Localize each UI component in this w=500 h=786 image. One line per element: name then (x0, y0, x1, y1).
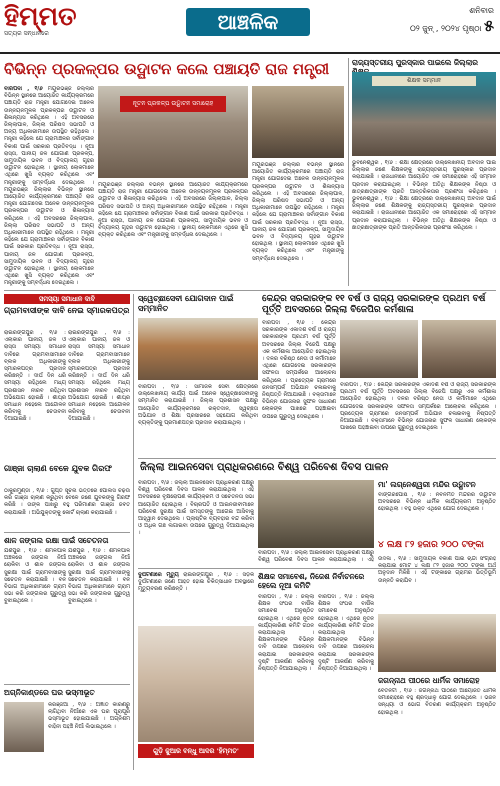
page-label: ପୃଷ୍ଠା (462, 24, 482, 33)
sal-forest-body-col2: ଯଶିପୁର , ୧/୬ : ଶିମିଳିପାଳ ଅଞ୍ଚଳରେ ଜଙ୍ଗଲ ନିଆଁ ରୋକିବା ଓ ଶାଳ ଜଙ୍ଗଲ ସୁରକ୍ଷା ପାଇଁ ଗ୍ରାମବାସୀଙ୍କୁ ସଚେତନ କରାଯାଇଛି । ବନ ବିଭାଗ ଅଧିକାରୀମାନେ ଗ୍ରାମ ସଭା କରି ଜଙ୍ଗଲର ଗୁରୁତ୍ୱ ବୁଝାଇଥିଲେ । (68, 548, 130, 605)
center-mid-photo (138, 318, 258, 380)
weekday: ଶନିବାର (469, 6, 494, 15)
amount-body: ଉଦଳା , ୧/୬ : ସାମୁଦାୟିକ ବିକାଶ ପାଇଁ ଚାନ୍ଦା ସଂଗ୍ରହ କରାଯାଇ ମୋଟ ୪ ଲକ୍ଷ ୮୨ ହଜାର ୨୦୦ ଟଙ୍କା ଅର୍ଥ ଅନୁଦାନ ମିଳିଛି । ଏହି ଟଙ୍କାରେ ଗ୍ରାମର ଭିତ୍ତିଭୂମି ଉନ୍ନତି କରାଯିବ । (378, 556, 496, 584)
top-right-headline[interactable]: ରାଜ୍ୟସ୍ତରୀୟ ପୁରସ୍କାର ପାଇଲେ ଜିଲ୍ଲାର (352, 58, 478, 67)
lead-body-col1 (4, 86, 94, 286)
lead-body-col3: ମୟୂରଭଞ୍ଜ ଜିଲ୍ଲାର ବିଭିନ୍ନ ସ୍ଥାନରେ ଆୟୋଜିତ କାର୍ଯ୍ୟକ୍ରମରେ ପଞ୍ଚାୟତି ରାଜ ମନ୍ତ୍ରୀ ଯୋଗଦେଇ ଅନେକ ଉନ୍ନୟନମୂଳକ ପ୍ରକଳ୍ପର ଉଦ୍ଘାଟନ ଓ ଶିଳାନ୍ୟାସ କରିଥିଲେ । ଏହି ଅବସରରେ ଜିଲ୍ଲାପାଳ, ଜିଲ୍ଲା ପରିଷଦ ସଭାପତି ଓ ଅନ୍ୟ ଅଧିକାରୀମାନେ ଉପସ୍ଥିତ ରହିଥିଲେ । ମନ୍ତ୍ରୀ କହିଲେ ଯେ ଗ୍ରାମାଞ୍ଚଳର ସର୍ବାଙ୍ଗୀନ ବିକାଶ ପାଇଁ ସରକାର ପ୍ରତିବଦ୍ଧ । ନୂଆ ରାସ୍ତା, ପାନୀୟ ଜଳ ଯୋଗାଣ ପ୍ରକଳ୍ପ, ସାମୁଦାୟିକ ଭବନ ଓ ବିଦ୍ୟାଳୟ ଗୃହର ଉଦ୍ଘାଟନ ହୋଇଥିଲା । ସ୍ଥାନୀୟ ଲୋକମାନେ ଏଥିରେ ଖୁସି ବ୍ୟକ୍ତ କରିଥିଲେ ଏବଂ ମନ୍ତ୍ରୀଙ୍କୁ ସମ୍ବର୍ଦ୍ଧନା ଦେଇଥିଲେ । (252, 162, 344, 262)
portrait-photo (4, 702, 44, 752)
env-day-photo (258, 480, 374, 548)
lead-photo-2 (252, 86, 344, 158)
amount-headline[interactable]: ୪ ଲକ୍ଷ ୮୨ ହଜାର ୨୦୦ ଟଙ୍କା (378, 540, 484, 550)
jagannath-headline[interactable]: ଜଗନ୍ନାଥ ପୀଠରେ ଧାର୍ମିକ ସମାରୋହ (378, 676, 480, 685)
ad-caption[interactable]: ଗୁଡ଼ି ଜୁଆର ବନ୍ଧୁ ଆଦର 'ହିମ୍ମତ' (138, 744, 254, 758)
section-rule-2 (138, 458, 496, 459)
top-right-photo (352, 72, 496, 156)
bjp-photo-1 (340, 320, 418, 378)
fire-body: କରଞ୍ଜିଆ , ୧/୬ : ଅଜ୍ଞାତ କାରଣରୁ ଲାଗିଥିବା ନିଆଁରେ ଏକ ଘର ପୂରାପୂରି ଭସ୍ମୀଭୂତ ହୋଇଯାଇଛି । ଅଗ୍ନିଶମ ବାହିନୀ ପହଞ୍ଚି ନିଆଁ ଲିଭାଇଥିଲେ । (48, 702, 130, 730)
section-rule (4, 290, 496, 291)
left-rule (4, 532, 130, 533)
lead-photo-banner: ନୂତନ ପ୍ରକଳ୍ପ ଉଦ୍ଘାଟନ ସମାରୋହ (120, 96, 226, 112)
center-mid-body: ବାରିପଦା , ୧/୬ : ସାମାଜିକ ସେବା କ୍ଷେତ୍ରରେ ଉଲ୍ଲେଖନୀୟ କାର୍ଯ୍ୟ ପାଇଁ ଅନେକ ସ୍ୱେଚ୍ଛାସେବୀଙ୍କୁ ସମ୍ମାନିତ କରାଯାଇଛି । ଜିଲ୍ଲା ପ୍ରଶାସନ ପକ୍ଷରୁ ଆୟୋଜିତ କାର୍ଯ୍ୟକ୍ରମରେ ରକ୍ତଦାନ, ସ୍ୱଚ୍ଛତା ଅଭିଯାନ ଓ ଶିକ୍ଷା ପ୍ରସାରରେ ସହଯୋଗ କରିଥିବା ବ୍ୟକ୍ତିଙ୍କୁ ପ୍ରମାଣପତ୍ର ପ୍ରଦାନ କରାଯାଇଥିଲା । (138, 384, 258, 427)
obit2-text: ରାଇରଙ୍ଗପୁର , ୧/୬ : ସଡ଼କ ଦୁର୍ଘଟଣାରେ ଜଣେ ଆହତ ହୋଇ ଚିକିତ୍ସାଧୀନ ଅବସ୍ଥାରେ ମୃତ୍ୟୁବରଣ କରିଛନ୍ତି । (138, 572, 254, 593)
top-right-text: ଭୁବନେଶ୍ୱର , ୧/୬ : ଶିକ୍ଷା କ୍ଷେତ୍ରରେ ଉଲ୍ଲେଖନୀୟ ଅବଦାନ ପାଇଁ ଜିଲ୍ଲାର ଜଣେ ଶିକ୍ଷକଙ୍କୁ ରାଜ୍ୟସ୍ତରୀୟ ପୁରସ୍କାର ପ୍ରଦାନ କରାଯାଇଛି । ରାଜଧାନୀରେ ଆୟୋଜିତ ଏକ ସମାରୋହରେ ଏହି ସମ୍ମାନ ପ୍ରଦାନ କରାଯାଇଥିଲା । ବିଭିନ୍ନ ଅତିଥି ଶିକ୍ଷକଙ୍କ ନିଷ୍ଠା ଓ ଛାତ୍ରଛାତ୍ରୀଙ୍କ ପ୍ରତି ଆନ୍ତରିକତାର ପ୍ରଶଂସା କରିଥିଲେ । (352, 160, 496, 195)
bjp-body-col2: ବାରିପଦା , ୧/୬ : କେନ୍ଦ୍ର ସରକାରଙ୍କ ଏକାଦଶ ବର୍ଷ ଓ ରାଜ୍ୟ ସରକାରଙ୍କ ପ୍ରଥମ ବର୍ଷ ପୂର୍ତ୍ତି ଅବସରରେ ଜିଲ୍ଲା ବିଜେପି ପକ୍ଷରୁ ଏକ କର୍ମଶାଳା ଆୟୋଜିତ ହୋଇଥିଲା । ଦଳର ବରିଷ୍ଠ ନେତା ଓ କର୍ମୀମାନେ ଏଥିରେ ଯୋଗଦେଇ ସରକାରଙ୍କ ସଫଳତା ସମ୍ପର୍କରେ ଆଲୋଚନା କରିଥିଲେ । ପ୍ରତ୍ୟେକ ଗ୍ରାମରେ ଜନସମ୍ପର୍କ ଅଭିଯାନ ଚଳାଇବାକୁ ନିଷ୍ପତ୍ତି ନିଆଯାଇଛି । ବକ୍ତାମାନେ ବିଭିନ୍ନ ଯୋଜନାର ସୁଫଳ ସାଧାରଣ ଲୋକଙ୍କ ପାଖରେ ପହଞ୍ଚାଇବା ଉପରେ ଗୁରୁତ୍ୱ ଦେଇଥିଲେ । (340, 382, 496, 432)
left-rule-2 (4, 684, 130, 685)
lead-dateline: ବାରିପଦା , ୧/୬ (4, 86, 43, 92)
masthead (0, 0, 500, 52)
lead-body-cont: ମୟୂରଭଞ୍ଜ ଜିଲ୍ଲାର ବିଭିନ୍ନ ସ୍ଥାନରେ ଆୟୋଜିତ କାର୍ଯ୍ୟକ୍ରମରେ ପଞ୍ଚାୟତି ରାଜ ମନ୍ତ୍ରୀ ଯୋଗଦେଇ ଅନେକ ଉନ୍ନୟନମୂଳକ ପ୍ରକଳ୍ପର ଉଦ୍ଘାଟନ ଓ ଶିଳାନ୍ୟାସ କରିଥିଲେ । ଏହି ଅବସରରେ ଜିଲ୍ଲାପାଳ, ଜିଲ୍ଲା ପରିଷଦ ସଭାପତି ଓ ଅନ୍ୟ ଅଧିକାରୀମାନେ ଉପସ୍ଥିତ ରହିଥିଲେ । ମନ୍ତ୍ରୀ କହିଲେ ଯେ ଗ୍ରାମାଞ୍ଚଳର ସର୍ବାଙ୍ଗୀନ ବିକାଶ ପାଇଁ ସରକାର ପ୍ରତିବଦ୍ଧ । ନୂଆ ରାସ୍ତା, ପାନୀୟ ଜଳ ଯୋଗାଣ ପ୍ରକଳ୍ପ, ସାମୁଦାୟିକ ଭବନ ଓ ବିଦ୍ୟାଳୟ ଗୃହର ଉଦ୍ଘାଟନ ହୋଇଥିଲା । ସ୍ଥାନୀୟ ଲୋକମାନେ ଏଥିରେ ଖୁସି ବ୍ୟକ୍ତ କରିଥିଲେ ଏବଂ ମନ୍ତ୍ରୀଙ୍କୁ ସମ୍ବର୍ଦ୍ଧନା ଦେଇଥିଲେ । (4, 186, 94, 286)
left-mid-body-col1: ରାଇରଙ୍ଗପୁର , ୧/୬ : ଏଲାକାର ପାନୀୟ ଜଳ ଓ ରାସ୍ତା ସମସ୍ୟା ସମାଧାନ ଦାବିରେ ଗ୍ରାମବାସୀମାନେ ବ୍ଲକ ଅଧିକାରୀଙ୍କୁ ସ୍ମାରକପତ୍ର ପ୍ରଦାନ କରିଛନ୍ତି । ଦୀର୍ଘ ଦିନ ଧରି ସମସ୍ୟା ରହିଥିଲେ ମଧ୍ୟ ପ୍ରଶାସନ ନୀରବ ରହିଥିବା ଅଭିଯୋଗ ହୋଇଛି । ଶୀଘ୍ର ସମାଧାନ ନହେଲେ ଆନ୍ଦୋଳନ କରିବାକୁ ଚେତାବନୀ ଦିଆଯାଇଛି । (4, 330, 66, 423)
left-mid-headline[interactable]: ଗ୍ରାମବାସୀଙ୍କ ଦାବି ନେଇ ସ୍ମାରକପତ୍ର (4, 306, 130, 315)
lead-headline[interactable]: ବିଭିନ୍ନ ପ୍ରକଳ୍ପର ଉଦ୍ଘାଟନ କଲେ ପଞ୍ଚାୟତି ରାଜ ମନ୍ତ୍ରୀ (4, 60, 330, 78)
masthead-rule (0, 52, 500, 54)
page-number: ୫ (484, 16, 494, 35)
obit2-headline: ଦୁର୍ଘଟଣାରେ ମୃତ୍ୟୁ (138, 572, 179, 578)
section-title: ଆଞ୍ଚଳିକ (186, 8, 310, 36)
teacher-body-col2: ବାରିପଦା , ୧/୬ : ଜିଲ୍ଲା ଶିକ୍ଷକ ସଂଘର ବାର୍ଷିକ ସମାବେଶ ଅନୁଷ୍ଠିତ ହୋଇଥିଲା । ଏଥିରେ ନୂତନ କାର୍ଯ୍ୟକାରିଣୀ କମିଟି ଗଠନ କରାଯାଇଥିଲା । ଶିକ୍ଷକମାନଙ୍କ ବିଭିନ୍ନ ଦାବି ଉପରେ ଆଲୋଚନା କରାଯାଇ ସରକାରଙ୍କ ଦୃଷ୍ଟି ଆକର୍ଷଣ କରିବାକୁ ନିଷ୍ପତ୍ତି ନିଆଯାଇଥିଲା । (318, 594, 374, 673)
top-right-text-cont: ଭୁବନେଶ୍ୱର , ୧/୬ : ଶିକ୍ଷା କ୍ଷେତ୍ରରେ ଉଲ୍ଲେଖନୀୟ ଅବଦାନ ପାଇଁ ଜିଲ୍ଲାର ଜଣେ ଶିକ୍ଷକଙ୍କୁ ରାଜ୍ୟସ୍ତରୀୟ ପୁରସ୍କାର ପ୍ରଦାନ କରାଯାଇଛି । ରାଜଧାନୀରେ ଆୟୋଜିତ ଏକ ସମାରୋହରେ ଏହି ସମ୍ମାନ ପ୍ରଦାନ କରାଯାଇଥିଲା । ବିଭିନ୍ନ ଅତିଥି ଶିକ୍ଷକଙ୍କ ନିଷ୍ଠା ଓ ଛାତ୍ରଛାତ୍ରୀଙ୍କ ପ୍ରତି ଆନ୍ତରିକତାର ପ୍ରଶଂସା କରିଥିଲେ । (352, 196, 496, 231)
bjp-headline[interactable]: କେନ୍ଦ୍ର ସରକାରଙ୍କ ୧୧ ବର୍ଷ ଓ ରାଜ୍ୟ ସରକାରଙ୍କ ପ୍ରଥମ ବର୍ଷ ପୂର୍ତ୍ତି ଅବସରରେ ଜିଲ୍ଲା ବିଜେପିର କର୍ମଶାଳା (262, 294, 486, 315)
temple-body: ବାଙ୍ଗିରିପୋଷି , ୧/୬ : ନବନିର୍ମିତ ମନ୍ଦିରର ଉଦ୍ଘାଟନ ଅବସରରେ ବିଭିନ୍ନ ଧାର୍ମିକ କାର୍ଯ୍ୟକ୍ରମ ଅନୁଷ୍ଠିତ ହୋଇଥିଲା । ବହୁ ଭକ୍ତ ଏଥିରେ ଯୋଗ ଦେଇଥିଲେ । (378, 492, 496, 513)
env-day-body-col2: ବାରିପଦା , ୧/୬ : ଜିଲ୍ଲା ଆଇନସେବା ପ୍ରାଧିକରଣ ପକ୍ଷରୁ ବିଶ୍ୱ ପରିବେଶ ଦିବସ ପାଳନ କରାଯାଇଥିଲା । ଏହି (258, 550, 374, 564)
ad-photo (138, 626, 254, 742)
top-right-body (352, 160, 496, 286)
lead-photo (98, 86, 248, 178)
date-line (398, 16, 494, 36)
bottom-right-photo (378, 614, 496, 672)
lead-body: ମୟୂରଭଞ୍ଜ ଜିଲ୍ଲାର ବିଭିନ୍ନ ସ୍ଥାନରେ ଆୟୋଜିତ କାର୍ଯ୍ୟକ୍ରମରେ ପଞ୍ଚାୟତି ରାଜ ମନ୍ତ୍ରୀ ଯୋଗଦେଇ ଅନେକ ଉନ୍ନୟନମୂଳକ ପ୍ରକଳ୍ପର ଉଦ୍ଘାଟନ ଓ ଶିଳାନ୍ୟାସ କରିଥିଲେ । ଏହି ଅବସରରେ ଜିଲ୍ଲାପାଳ, ଜିଲ୍ଲା ପରିଷଦ ସଭାପତି ଓ ଅନ୍ୟ ଅଧିକାରୀମାନେ ଉପସ୍ଥିତ ରହିଥିଲେ । ମନ୍ତ୍ରୀ କହିଲେ ଯେ ଗ୍ରାମାଞ୍ଚଳର ସର୍ବାଙ୍ଗୀନ ବିକାଶ ପାଇଁ ସରକାର ପ୍ରତିବଦ୍ଧ । ନୂଆ ରାସ୍ତା, ପାନୀୟ ଜଳ ଯୋଗାଣ ପ୍ରକଳ୍ପ, ସାମୁଦାୟିକ ଭବନ ଓ ବିଦ୍ୟାଳୟ ଗୃହର ଉଦ୍ଘାଟନ ହୋଇଥିଲା । ସ୍ଥାନୀୟ ଲୋକମାନେ ଏଥିରେ ଖୁସି ବ୍ୟକ୍ତ କରିଥିଲେ ଏବଂ ମନ୍ତ୍ରୀଙ୍କୁ ସମ୍ବର୍ଦ୍ଧନା ଦେଇଥିଲେ । (4, 86, 94, 186)
bjp-body-col1: ବାରିପଦା , ୧/୬ : କେନ୍ଦ୍ର ସରକାରଙ୍କ ଏକାଦଶ ବର୍ଷ ଓ ରାଜ୍ୟ ସରକାରଙ୍କ ପ୍ରଥମ ବର୍ଷ ପୂର୍ତ୍ତି ଅବସରରେ ଜିଲ୍ଲା ବିଜେପି ପକ୍ଷରୁ ଏକ କର୍ମଶାଳା ଆୟୋଜିତ ହୋଇଥିଲା । ଦଳର ବରିଷ୍ଠ ନେତା ଓ କର୍ମୀମାନେ ଏଥିରେ ଯୋଗଦେଇ ସରକାରଙ୍କ ସଫଳତା ସମ୍ପର୍କରେ ଆଲୋଚନା କରିଥିଲେ । ପ୍ରତ୍ୟେକ ଗ୍ରାମରେ ଜନସମ୍ପର୍କ ଅଭିଯାନ ଚଳାଇବାକୁ ନିଷ୍ପତ୍ତି ନିଆଯାଇଛି । ବକ୍ତାମାନେ ବିଭିନ୍ନ ଯୋଜନାର ସୁଫଳ ସାଧାରଣ ଲୋକଙ୍କ ପାଖରେ ପହଞ୍ଚାଇବା ଉପରେ ଗୁରୁତ୍ୱ ଦେଇଥିଲେ । (262, 320, 336, 420)
teacher-headline[interactable]: ଶିକ୍ଷକ ସମାବେଶ, ନିଜେଶ ନିର୍ବାଚନରେ ହେଲେ ନୂଆ କମିଟି (258, 572, 365, 590)
obit2-body (138, 572, 254, 622)
left-mid-body-col2: ରାଇରଙ୍ଗପୁର , ୧/୬ : ଏଲାକାର ପାନୀୟ ଜଳ ଓ ରାସ୍ତା ସମସ୍ୟା ସମାଧାନ ଦାବିରେ ଗ୍ରାମବାସୀମାନେ ବ୍ଲକ ଅଧିକାରୀଙ୍କୁ ସ୍ମାରକପତ୍ର ପ୍ରଦାନ କରିଛନ୍ତି । ଦୀର୍ଘ ଦିନ ଧରି ସମସ୍ୟା ରହିଥିଲେ ମଧ୍ୟ ପ୍ରଶାସନ ନୀରବ ରହିଥିବା ଅଭିଯୋଗ ହୋଇଛି । ଶୀଘ୍ର ସମାଧାନ ନହେଲେ ଆନ୍ଦୋଳନ କରିବାକୁ ଚେତାବନୀ ଦିଆଯାଇଛି । (68, 330, 130, 423)
fire-headline[interactable]: ଅଗ୍ନିକାଣ୍ଡରେ ଘର ଭସ୍ମୀଭୂତ (4, 688, 95, 697)
logo-text: ହିମ୍ମତ (4, 2, 77, 32)
column-rule (348, 58, 349, 286)
center-mid-headline[interactable]: ସ୍ୱେଚ୍ଛାସେବୀ ଯୋଗଦାନ ପାଇଁ ସମ୍ମାନିତ (138, 294, 234, 313)
column-rule-2 (133, 294, 134, 770)
logo-tagline: ସତ୍ୟର ସନ୍ଧାନରେ (4, 30, 49, 37)
env-day-headline[interactable]: ଜିଲ୍ଲା ଆଇନସେବା ପ୍ରାଧିକରଣରେ ବିଶ୍ୱ ପରିବେଶ ଦିବସ ପାଳନ (140, 462, 389, 473)
newspaper-logo[interactable] (4, 2, 77, 40)
env-day-body-col1: ବାରିପଦା , ୧/୬ : ଜିଲ୍ଲା ଆଇନସେବା ପ୍ରାଧିକରଣ ପକ୍ଷରୁ ବିଶ୍ୱ ପରିବେଶ ଦିବସ ପାଳନ କରାଯାଇଥିଲା । ଏହି ଅବସରରେ ବୃକ୍ଷରୋପଣ କାର୍ଯ୍ୟକ୍ରମ ଓ ସଚେତନତା ସଭା ଆୟୋଜିତ ହୋଇଥିଲା । ବିଚାରପତି ଓ ଆଇନଜୀବୀମାନେ ପରିବେଶ ସୁରକ୍ଷା ପାଇଁ ସମସ୍ତଙ୍କୁ ଆଗେଇ ଆସିବାକୁ ଆହ୍ୱାନ ଦେଇଥିଲେ । ପ୍ଲାଷ୍ଟିକ ବ୍ୟବହାର ବନ୍ଦ କରିବା ଓ ଅଧିକ ଗଛ ଲଗାଇବା ଉପରେ ଗୁରୁତ୍ୱ ଦିଆଯାଇଥିଲା । (138, 480, 254, 537)
left-mid-banner: ସମସ୍ୟା ସମାଧାନ ଦାବି (4, 294, 130, 304)
date: ୦୨ ଜୁନ୍ , ୨୦୨୪ (409, 24, 460, 33)
date-block (398, 6, 494, 36)
top-right-photo-banner: ଶିକ୍ଷକ ସମ୍ମାନ (372, 76, 476, 86)
temple-headline[interactable]: ମା' ଲଗ୍ନେଶ୍ୱରୀ ମନ୍ଦିର ଉଦ୍ଘାଟନ (378, 480, 476, 489)
sal-forest-headline[interactable]: ଶାଳ ଜଙ୍ଗଲ ରକ୍ଷା ପାଇଁ ସଚେତନତା (4, 536, 109, 545)
ganja-headline[interactable]: ଗାଞ୍ଜା ଚାଲାଣ ବେଳେ ଯୁବକ ଗିରଫ (4, 464, 112, 473)
teacher-body-col1: ବାରିପଦା , ୧/୬ : ଜିଲ୍ଲା ଶିକ୍ଷକ ସଂଘର ବାର୍ଷିକ ସମାବେଶ ଅନୁଷ୍ଠିତ ହୋଇଥିଲା । ଏଥିରେ ନୂତନ କାର୍ଯ୍ୟକାରିଣୀ କମିଟି ଗଠନ କରାଯାଇଥିଲା । ଶିକ୍ଷକମାନଙ୍କ ବିଭିନ୍ନ ଦାବି ଉପରେ ଆଲୋଚନା କରାଯାଇ ସରକାରଙ୍କ ଦୃଷ୍ଟି ଆକର୍ଷଣ କରିବାକୁ ନିଷ୍ପତ୍ତି ନିଆଯାଇଥିଲା । (258, 594, 314, 673)
ganja-body: ଠାକୁରମୁଣ୍ଡା , ୧/୬ : ଗୁପ୍ତ ସୂଚନା ଭିତ୍ତିରେ ପୋଲିସ ଚଢ଼ଉ କରି ଗାଞ୍ଜା ଚାଲାଣ କରୁଥିବା ବେଳେ ଜଣେ ଯୁବକଙ୍କୁ ଗିରଫ କରିଛି । ତାଙ୍କ ପାଖରୁ ବହୁ ପରିମାଣର ଗାଞ୍ଜା ଜବତ କରାଯାଇଛି । ଅଭିଯୁକ୍ତଙ୍କୁ କୋର୍ଟ ଚାଲାଣ କରାଯାଇଛି । (4, 488, 130, 516)
lead-body-col2: ମୟୂରଭଞ୍ଜ ଜିଲ୍ଲାର ବିଭିନ୍ନ ସ୍ଥାନରେ ଆୟୋଜିତ କାର୍ଯ୍ୟକ୍ରମରେ ପଞ୍ଚାୟତି ରାଜ ମନ୍ତ୍ରୀ ଯୋଗଦେଇ ଅନେକ ଉନ୍ନୟନମୂଳକ ପ୍ରକଳ୍ପର ଉଦ୍ଘାଟନ ଓ ଶିଳାନ୍ୟାସ କରିଥିଲେ । ଏହି ଅବସରରେ ଜିଲ୍ଲାପାଳ, ଜିଲ୍ଲା ପରିଷଦ ସଭାପତି ଓ ଅନ୍ୟ ଅଧିକାରୀମାନେ ଉପସ୍ଥିତ ରହିଥିଲେ । ମନ୍ତ୍ରୀ କହିଲେ ଯେ ଗ୍ରାମାଞ୍ଚଳର ସର୍ବାଙ୍ଗୀନ ବିକାଶ ପାଇଁ ସରକାର ପ୍ରତିବଦ୍ଧ । ନୂଆ ରାସ୍ତା, ପାନୀୟ ଜଳ ଯୋଗାଣ ପ୍ରକଳ୍ପ, ସାମୁଦାୟିକ ଭବନ ଓ ବିଦ୍ୟାଳୟ ଗୃହର ଉଦ୍ଘାଟନ ହୋଇଥିଲା । ସ୍ଥାନୀୟ ଲୋକମାନେ ଏଥିରେ ଖୁସି ବ୍ୟକ୍ତ କରିଥିଲେ ଏବଂ ମନ୍ତ୍ରୀଙ୍କୁ ସମ୍ବର୍ଦ୍ଧନା ଦେଇଥିଲେ । (98, 182, 248, 239)
bjp-photo-2 (422, 320, 496, 378)
sal-forest-body-col1: ଯଶିପୁର , ୧/୬ : ଶିମିଳିପାଳ ଅଞ୍ଚଳରେ ଜଙ୍ଗଲ ନିଆଁ ରୋକିବା ଓ ଶାଳ ଜଙ୍ଗଲ ସୁରକ୍ଷା ପାଇଁ ଗ୍ରାମବାସୀଙ୍କୁ ସଚେତନ କରାଯାଇଛି । ବନ ବିଭାଗ ଅଧିକାରୀମାନେ ଗ୍ରାମ ସଭା କରି ଜଙ୍ଗଲର ଗୁରୁତ୍ୱ ବୁଝାଇଥିଲେ । (4, 548, 66, 605)
jagannath-body: ବେତନଟୀ , ୧/୬ : ଜଗନ୍ନାଥ ପୀଠରେ ଆୟୋଜିତ ଧାର୍ମିକ ସମାରୋହରେ ବହୁ ଶ୍ରଦ୍ଧାଳୁ ଯୋଗ ଦେଇଥିଲେ । ଭଜନ ସନ୍ଧ୍ୟା ଓ ଭୋଗ ବିତରଣ କାର୍ଯ୍ୟକ୍ରମ ଅନୁଷ୍ଠିତ ହୋଇଥିଲା । (378, 688, 496, 716)
